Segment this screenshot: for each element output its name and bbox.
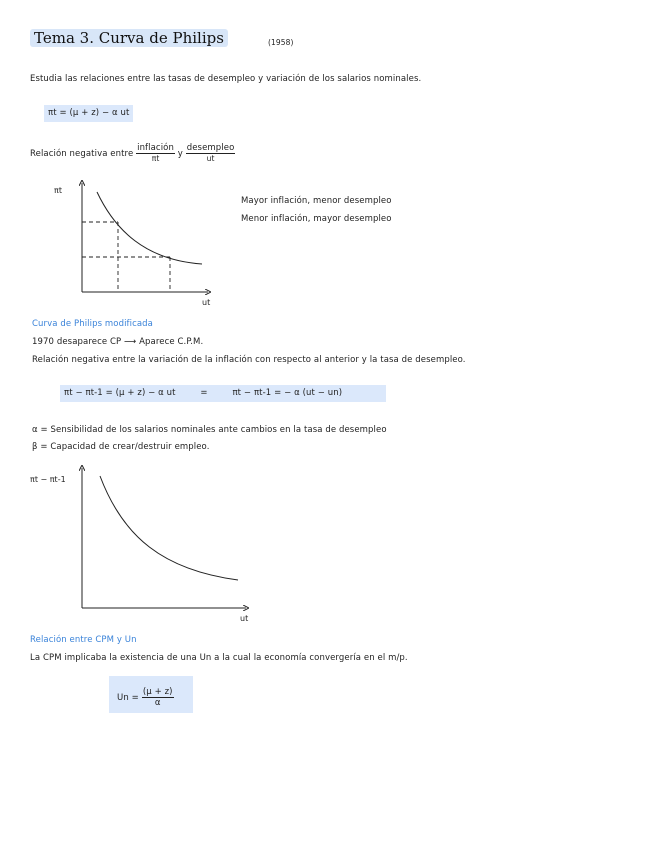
graph1-note-1: Mayor inflación, menor desempleo (241, 196, 392, 206)
cpm-un-text: La CPM implicaba la existencia de una Un a la cual la economía convergería en el m/p. (30, 653, 408, 663)
graph2-y-label: πt − πt-1 (30, 475, 66, 484)
intro-text: Estudia las relaciones entre las tasas de desempleo y variación de los salarios nominales. (30, 74, 422, 84)
graph2-curve (100, 476, 238, 580)
graph1-y-label: πt (54, 186, 62, 195)
cpm-appears-text: desaparece CP ⟶ Aparece C.P.M. (56, 337, 204, 347)
page-title: Tema 3. Curva de Philips (30, 29, 228, 47)
section-heading-cpm-un: Relación entre CPM y Un (30, 635, 137, 645)
inflation-fraction (136, 143, 175, 164)
cpm-appears-line (32, 337, 203, 347)
graph1-phillips-curve (40, 175, 230, 310)
cpm-year: 1970 (32, 337, 55, 347)
cpm-formula-right: πt − πt-1 = − α (ut − un) (232, 388, 343, 398)
unemployment-term: desempleo (186, 143, 235, 153)
graph1-note-2: Menor inflación, mayor desempleo (241, 214, 392, 224)
graph1-x-label: ut (202, 298, 211, 307)
relation-prefix: Relación negativa entre (30, 149, 134, 159)
natural-rate-denominator: α (154, 698, 161, 708)
cpm-formula-left: πt − πt-1 = (μ + z) − α ut (64, 388, 176, 398)
cpm-relation-text: Relación negativa entre la variación de la inflación con respecto al anterior y la tasa de desempleo. (32, 355, 466, 365)
beta-definition: β = Capacidad de crear/destruir empleo. (32, 442, 210, 452)
unemployment-symbol: ut (206, 154, 215, 163)
relation-line (30, 143, 235, 164)
natural-rate-numerator: (μ + z) (142, 687, 173, 697)
unemployment-fraction (186, 143, 236, 164)
inflation-symbol: πt (151, 154, 160, 163)
phillips-formula: πt = (μ + z) − α ut (44, 105, 133, 122)
natural-rate-formula-box (109, 676, 193, 713)
natural-rate-fraction (142, 687, 174, 708)
title-year: (1958) (268, 38, 294, 47)
section-heading-modified: Curva de Philips modificada (32, 319, 153, 329)
inflation-term: inflación (137, 143, 174, 153)
natural-rate-lhs: Un = (117, 692, 139, 703)
cpm-formula-box (60, 385, 386, 402)
graph1-curve (97, 192, 202, 264)
relation-connector: y (177, 149, 183, 159)
alpha-definition: α = Sensibilidad de los salarios nominales ante cambios en la tasa de desempleo (32, 425, 387, 435)
cpm-formula-equals: = (200, 388, 208, 398)
graph2-x-label: ut (240, 614, 249, 623)
graph2-cpm-curve (28, 462, 258, 627)
